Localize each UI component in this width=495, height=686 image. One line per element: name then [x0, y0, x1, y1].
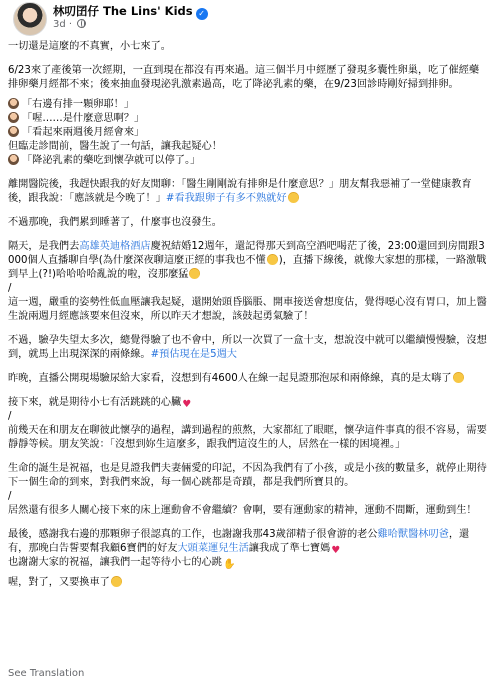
post-time[interactable]: 3d: [53, 19, 66, 30]
paragraph: 隔天，是我們去高雄英迪格酒店慶祝結婚12週年，還記得那天到高空酒吧喝茫了後，23:00還回到房間跟3000個人直播聊自學(為什麼深夜聊這麼正經的事我也不懂 )，直播下線後，就像大家想的那樣，一路激戰到早上(?!)哈哈哈哈亂說的啦，沒那麼猛: [8, 241, 487, 280]
laughing-emoji-icon: [267, 254, 278, 265]
separator: /: [8, 491, 12, 502]
paragraph: 不過那晚，我們累到睡著了，什麼事也沒發生。: [8, 217, 222, 228]
hashtag-link[interactable]: #看我跟卵子有多不熟就好: [165, 193, 287, 204]
paragraph: 離開醫院後，我趕快跟我的好友閒聊：「醫生剛剛說有排卵是什麼意思？」朋友幫我惡補了一堂健康教育後，跟我說：「應該就是今晚了！」#看我跟卵子有多不熟就好: [8, 179, 472, 204]
paragraph: 最後，感謝我右邊的那顆卵子很認真的工作，也謝謝我那43歲卻精子很會游的老公雞哈獸醫林叨爸，還有，那晚白告誓要幫我顧6寶們的好友大頭菜運兒生活讓我成了準七寶媽♥: [8, 529, 470, 556]
paragraph: 不過，驗孕失望太多次，總覺得驗了也不會中，所以一次買了一盒十支，想說沒中就可以繼續慢慢驗，沒想到，就馬上出現深深的兩條線。#預估現在是5週大: [8, 335, 487, 360]
hotel-link[interactable]: 高雄英迪格酒店: [79, 241, 151, 252]
paragraph: 昨晚，直播公開現場驗尿給大家看，沒想到有4600人在線一起見證那泡尿和兩條線，真的是太嗨了: [8, 372, 488, 386]
woman-face-icon: [8, 154, 19, 165]
quote-line: 「右邊有排一顆卵耶！」: [8, 98, 488, 112]
paragraph: 居然還有很多人關心接下來的床上運動會不會繼續？會啊，要有運動家的精神，運動不間斷，運動到生！: [8, 505, 477, 516]
paragraph: 喔，對了，又要換車了: [8, 576, 488, 590]
heart-emoji-icon: ♥: [331, 545, 341, 556]
heart-emoji-icon: ♥: [182, 399, 192, 410]
smirk-emoji-icon: [189, 268, 200, 279]
paragraph: 一切還是這麼的不真實，小七來了。: [8, 41, 171, 52]
woman-face-icon: [8, 98, 19, 109]
woman-face-icon: [8, 112, 19, 123]
friend-page-link[interactable]: 大頭菜運兒生活: [177, 543, 249, 554]
husband-profile-link[interactable]: 雞哈獸醫林叨爸: [377, 529, 449, 540]
separator: /: [8, 411, 12, 422]
woman-face-icon: [8, 126, 19, 137]
paragraph: 接下來，就是期待小七有活跳跳的心臟♥: [8, 397, 192, 410]
paragraph: 這一週，嚴重的姿勢性低血壓讓我起疑，還開始頭昏腦脹、開車接送會想度估，覺得噁心沒有胃口，加上醫生說兩週月經應該要來但沒來，所以昨天才想說，該鼓起勇氣驗了！: [8, 297, 487, 322]
page-name-line: [53, 3, 208, 20]
paragraph: 也謝謝大家的祝福，讓我們一起等待小七的心跳✋: [8, 557, 236, 570]
paragraph: 生命的誕生是祝福，也是見證我們夫妻倆愛的印記，不因為我們有了小孩，或是小孩的數量多，就停止期待下一個生命的到來，對我們來說，每一個心跳都是奇蹟，都是我們所寶貝的。: [8, 463, 487, 488]
post-header: [8, 0, 487, 38]
globe-icon: [77, 19, 86, 28]
post-meta: 3d ·: [53, 19, 86, 30]
paragraph: 但臨走診間前，醫生說了一句話，讓我起疑心！: [8, 141, 222, 152]
quote-line: 「喔……是什麼意思啊？」: [8, 112, 488, 126]
verified-badge-icon: ✓: [196, 8, 208, 20]
pinching-hand-emoji-icon: ✋: [222, 559, 236, 570]
page-avatar[interactable]: [13, 2, 47, 36]
post-body: [8, 40, 488, 590]
page-name-link[interactable]: 林叨囝仔 The Lins' Kids: [53, 4, 193, 18]
hashtag-link[interactable]: #預估現在是5週大: [150, 349, 237, 360]
grimace-emoji-icon: [111, 576, 122, 587]
paragraph: 6/23來了產後第一次經期，一直到現在都沒有再來過。這三個半月中經歷了發現多囊性卵巢，吃了催經藥排卵藥月經都不來；後來抽血發現泌乳激素過高，吃了降泌乳素的藥，在9/23回診時剛好掃到排卵。: [8, 65, 480, 90]
sweat-smile-emoji-icon: [288, 192, 299, 203]
quote-line: 「降泌乳素的藥吃到懷孕就可以停了。」: [8, 154, 488, 168]
paragraph: 前幾天在和朋友在聊彼此懷孕的過程，講到過程的煎熬，大家都紅了眼眶，懷孕這件事真的很不容易，需要靜靜等候。朋友笑說：「沒想到妳生這麼多，跟我們這沒生的人，居然在一樣的困境裡。」: [8, 425, 487, 450]
quote-line: 「看起來兩週後月經會來」: [8, 126, 488, 140]
laughing-emoji-icon: [453, 372, 464, 383]
separator: /: [8, 283, 12, 294]
see-translation-link[interactable]: See Translation: [8, 668, 85, 679]
